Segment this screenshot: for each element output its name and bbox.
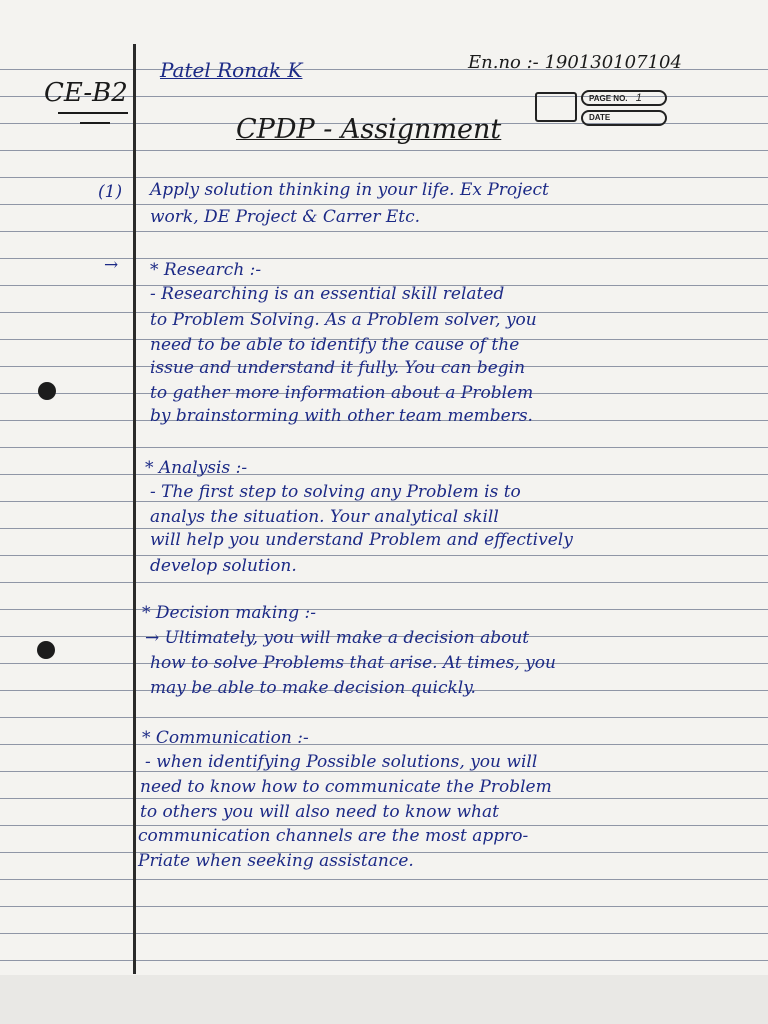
book-logo-icon [535,92,577,122]
question-line-2: work, DE Project & Carrer Etc. [150,207,421,227]
research-line-3: need to be able to identify the cause of the [150,335,520,355]
section-heading-research: * Research :- [150,260,262,280]
section-heading-communication: * Communication :- [142,728,309,748]
communication-line-2: need to know how to communicate the Problem [140,777,552,797]
research-line-2: to Problem Solving. As a Problem solver, you [150,310,537,330]
analysis-line-1: - The first step to solving any Problem is to [150,482,521,502]
enrollment-number: En.no :- 190130107104 [468,52,682,73]
date-box [581,110,667,126]
page-top-margin [0,0,768,44]
analysis-line-2: analys the situation. Your analytical skill [150,507,499,527]
research-line-6: by brainstorming with other team members. [150,406,533,426]
class-code-underline [58,112,128,114]
page-bottom-margin [0,975,768,1024]
class-code: CE-B2 [44,78,128,108]
research-line-4: issue and understand it fully. You can begin [150,358,526,378]
section-heading-decision-making: * Decision making :- [142,603,317,623]
page-number-box [581,90,667,106]
punch-hole-bottom [37,641,55,659]
research-line-5: to gather more information about a Problem [150,383,534,403]
page-date-stamp [535,88,670,130]
decision-line-3: may be able to make decision quickly. [150,678,476,698]
analysis-line-3: will help you understand Problem and effectively [150,530,573,550]
margin-rule [133,44,136,974]
question-number: (1) [98,182,123,202]
punch-hole-top [38,382,56,400]
communication-line-5: Priate when seeking assistance. [138,851,414,871]
section-heading-analysis: * Analysis :- [145,458,248,478]
date-label: DATE [589,113,611,122]
pointer-arrow: → [104,255,119,275]
communication-line-3: to others you will also need to know what [140,802,499,822]
communication-line-4: communication channels are the most appro- [138,826,529,846]
student-name: Patel Ronak K [160,58,303,82]
communication-line-1: - when identifying Possible solutions, you will [145,752,538,772]
research-line-1: - Researching is an essential skill related [150,284,505,304]
class-code-underline-short [80,122,110,124]
decision-line-2: how to solve Problems that arise. At times, you [150,653,556,673]
question-line-1: Apply solution thinking in your life. Ex Project [150,180,549,200]
analysis-line-4: develop solution. [150,556,297,576]
page-number-label: PAGE NO. [589,94,628,103]
decision-line-1: → Ultimately, you will make a decision about [145,628,530,648]
page-title: CPDP - Assignment [236,114,502,145]
page-number-value: 1 [635,92,642,104]
